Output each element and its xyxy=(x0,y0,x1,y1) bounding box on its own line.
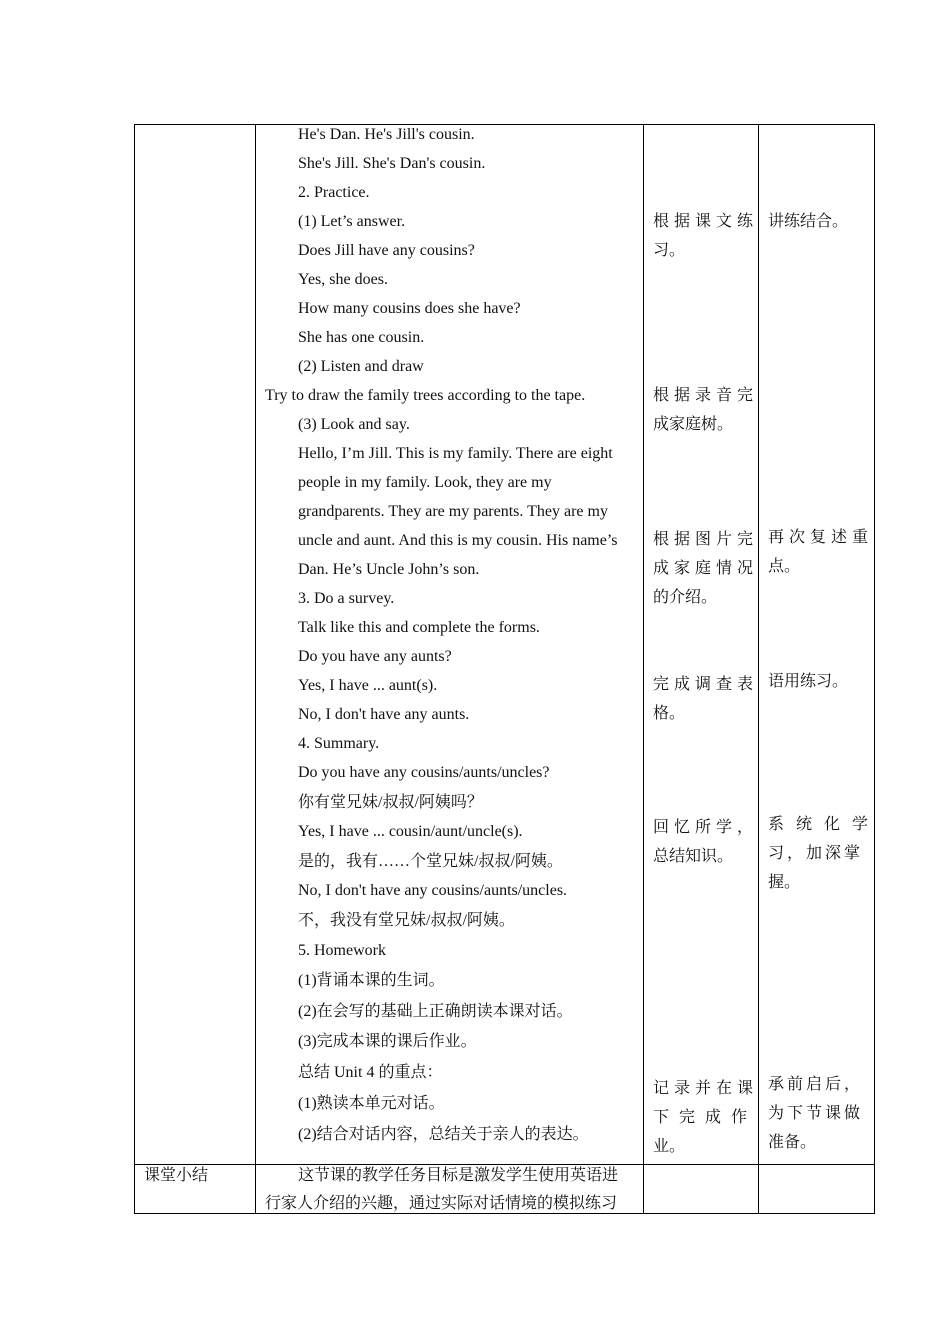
lesson-table xyxy=(134,124,875,1214)
process-line: grandparents. They are my parents. They are my xyxy=(298,503,608,520)
intent-line: 再次复述重 xyxy=(768,529,874,546)
process-line: He's Dan. He's Jill's cousin. xyxy=(298,126,475,143)
activity-line: 记录并在课 xyxy=(653,1080,759,1097)
process-line: She has one cousin. xyxy=(298,329,425,346)
activity-line: 总结知识。 xyxy=(653,848,734,865)
activity-line: 根据图片完 xyxy=(653,531,759,548)
process-line: 不，我没有堂兄妹/叔叔/阿姨。 xyxy=(298,912,515,929)
process-line: She's Jill. She's Dan's cousin. xyxy=(298,155,486,172)
activity-line: 下 完 成 作 xyxy=(653,1109,748,1126)
summary-line: 行家人介绍的兴趣，通过实际对话情境的模拟练习 xyxy=(265,1195,618,1212)
intent-line: 系 统 化 学 xyxy=(768,816,869,833)
row-divider xyxy=(134,1164,875,1165)
summary-line: 这节课的教学任务目标是激发学生使用英语进 xyxy=(298,1167,619,1184)
column-border xyxy=(134,124,135,1214)
activity-line: 回忆所学， xyxy=(653,819,759,836)
process-line: 4. Summary. xyxy=(298,735,380,752)
intent-line: 准备。 xyxy=(768,1134,817,1151)
intent-line: 点。 xyxy=(768,558,801,575)
column-border xyxy=(758,124,759,1214)
intent-line: 承前启后， xyxy=(768,1076,864,1093)
process-line: (1) Let’s answer. xyxy=(298,213,406,230)
process-line: (2)在会写的基础上正确朗读本课对话。 xyxy=(298,1003,573,1020)
process-line: (2) Listen and draw xyxy=(298,358,424,375)
process-line: Do you have any cousins/aunts/uncles? xyxy=(298,764,550,781)
process-line: Does Jill have any cousins? xyxy=(298,242,475,259)
column-border xyxy=(874,124,875,1214)
process-line: Do you have any aunts? xyxy=(298,648,452,665)
intent-line: 为下节课做 xyxy=(768,1105,864,1122)
process-line: Yes, I have ... aunt(s). xyxy=(298,677,438,694)
intent-line: 语用练习。 xyxy=(768,673,849,690)
process-line: Yes, she does. xyxy=(298,271,388,288)
intent-line: 习，加深掌 xyxy=(768,845,864,862)
process-line: Yes, I have ... cousin/aunt/uncle(s). xyxy=(298,823,523,840)
activity-line: 业。 xyxy=(653,1138,686,1155)
process-line: uncle and aunt. And this is my cousin. His name’s xyxy=(298,532,618,549)
process-line: (2)结合对话内容，总结关于亲人的表达。 xyxy=(298,1126,589,1143)
process-line: 3. Do a survey. xyxy=(298,590,395,607)
process-line: Talk like this and complete the forms. xyxy=(298,619,540,636)
process-line: (1)熟读本单元对话。 xyxy=(298,1095,445,1112)
intent-line: 握。 xyxy=(768,874,801,891)
process-line: people in my family. Look, they are my xyxy=(298,474,552,491)
process-line: (1)背诵本课的生词。 xyxy=(298,972,445,989)
process-line: 总结 Unit 4 的重点： xyxy=(298,1064,443,1081)
process-line: (3)完成本课的课后作业。 xyxy=(298,1033,477,1050)
summary-label: 课堂小结 xyxy=(144,1167,209,1184)
process-line: No, I don't have any cousins/aunts/uncles. xyxy=(298,882,568,899)
process-line: 5. Homework xyxy=(298,942,386,959)
process-line: Try to draw the family trees according to the tape. xyxy=(265,387,586,404)
process-line: Dan. He’s Uncle John’s son. xyxy=(298,561,480,578)
column-border xyxy=(643,124,644,1214)
activity-line: 完成调查表 xyxy=(653,676,759,693)
process-line: (3) Look and say. xyxy=(298,416,410,433)
process-line: No, I don't have any aunts. xyxy=(298,706,470,723)
intent-line: 讲练结合。 xyxy=(768,213,849,230)
activity-line: 成家庭树。 xyxy=(653,416,734,433)
table-top-border xyxy=(134,124,875,125)
process-line: Hello, I’m Jill. This is my family. There are eight xyxy=(298,445,613,462)
process-line: How many cousins does she have? xyxy=(298,300,521,317)
process-line: 你有堂兄妹/叔叔/阿姨吗？ xyxy=(298,794,483,811)
activity-line: 根据录音完 xyxy=(653,387,759,404)
activity-line: 的介绍。 xyxy=(653,589,718,606)
column-border xyxy=(255,124,256,1214)
activity-line: 根据课文练 xyxy=(653,213,759,230)
process-line: 2. Practice. xyxy=(298,184,370,201)
process-line: 是的，我有……个堂兄妹/叔叔/阿姨。 xyxy=(298,853,563,870)
activity-line: 习。 xyxy=(653,242,686,259)
activity-line: 成家庭情况 xyxy=(653,560,759,577)
activity-line: 格。 xyxy=(653,705,686,722)
